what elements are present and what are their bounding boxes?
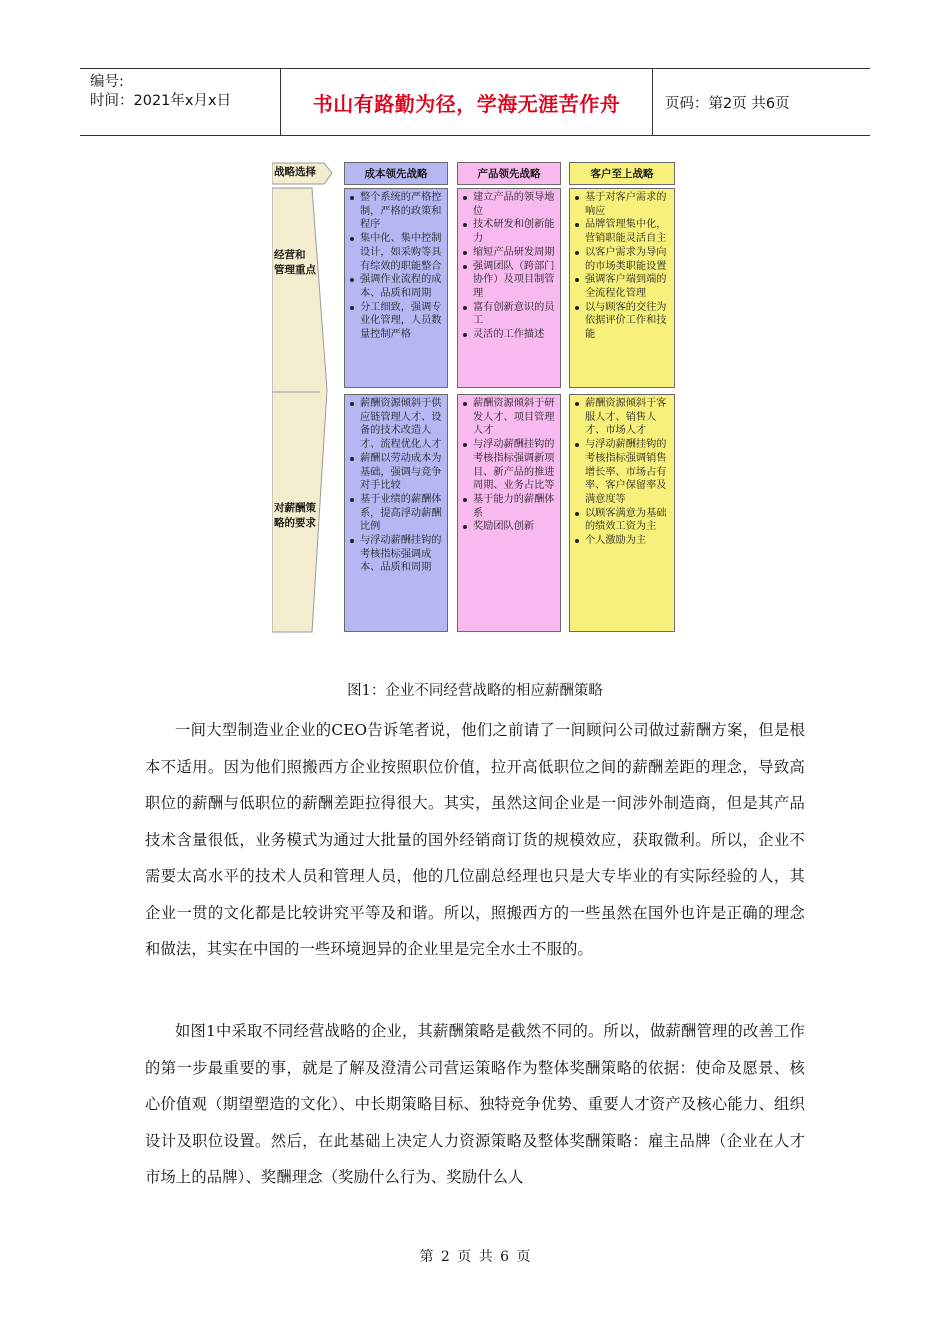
list-item: 富有创新意识的员工 [462,301,557,328]
list-item: 与浮动薪酬挂钩的考核指标强调新项目、新产品的推进周期、业务占比等 [462,438,557,493]
list-item: 强调客户端到端的全流程化管理 [574,273,671,300]
list-item: 基于能力的薪酬体系 [462,493,557,520]
body-paragraph-1: 一间大型制造业企业的CEO告诉笔者说，他们之前请了一间顾问公司做过薪酬方案，但是根本不适用。因为他们照搬西方企业按照职位价值，拉开高低职位之间的薪酬差距的理念，导致高职位的薪酬与低职位的薪酬差距拉得很大。其实，虽然这间企业是一间涉外制造商，但是其产品技术含量很低，业务模式为通过大批量的国外经销商订货的规模效应，获取微利。所以，企业不需要太高水平的技术人员和管理人员，他的几位副总经理也只是大专毕业的有实际经验的人，其企业一贯的文化都是比较讲究平等及和谐。所以，照搬西方的一些虽然在国外也许是正确的理念和做法，其实在中国的一些环境迥异的企业里是完全水土不服的。 [145,721,805,958]
list-item: 整个系统的严格控制，严格的政策和程序 [349,191,444,232]
list-item: 以顾客满意为基础的绩效工资为主 [574,507,671,534]
list-item: 个人激励为主 [574,534,671,548]
body-paragraph-2: 如图1中采取不同经营战略的企业，其薪酬策略是截然不同的。所以，做薪酬管理的改善工作的第一步最重要的事，就是了解及澄清公司营运策略作为整体奖酬策略的依据：使命及愿景、核心价值观（期望塑造的文化）、中长期策略目标、独特竞争优势、重要人才资产及核心能力、组织设计及职位设置。然后，在此基础上决定人力资源策略及整体奖酬策略：雇主品牌（企业在人才市场上的品牌）、奖酬理念（奖励什么行为、奖励什么人 [145,1022,805,1186]
list-item: 建立产品的领导地位 [462,191,557,218]
list-item: 与浮动薪酬挂钩的考核指标强调销售增长率、市场占有率、客户保留率及满意度等 [574,438,671,507]
list-item: 薪酬资源倾斜于客服人才、销售人才、市场人才 [574,397,671,438]
list-item: 灵活的工作描述 [462,328,557,342]
list-item: 缩短产品研发周期 [462,246,557,260]
list-item: 薪酬以劳动成本为基础，强调与竞争对手比较 [349,452,444,493]
list-item: 奖励团队创新 [462,520,557,534]
list-item: 薪酬资源倾斜于供应链管理人才、设备的技术改造人才、流程优化人才 [349,397,444,452]
list-item: 与浮动薪酬挂钩的考核指标强调成本、品质和周期 [349,534,444,575]
customer-management-box [569,188,675,388]
page-header [80,68,870,136]
cost-management-box [344,188,448,388]
figure-caption: 图1：企业不同经营战略的相应薪酬策略 [347,683,603,699]
header-meta [80,69,281,135]
cost-pay-box [344,394,448,632]
list-item: 基于业绩的薪酬体系，提高浮动薪酬比例 [349,493,444,534]
strategy-pay-figure [272,158,682,634]
list-item: 强调作业流程的成本、品质和周期 [349,273,444,300]
column-header-cost: 成本领先战略 [344,162,448,185]
list-item: 品牌管理集中化，营销职能灵活自主 [574,218,671,245]
column-header-product: 产品领先战略 [457,162,561,185]
list-item: 强调团队（跨部门协作）及项目制管理 [462,260,557,301]
header-page-number: 页码：第2页 共6页 [665,95,790,112]
customer-pay-box [569,394,675,632]
header-motto: 书山有路勤为径，学海无涯苦作舟 [281,69,653,135]
strategy-choice-label: 战略选择 [274,166,316,178]
list-item: 以客户需求为导向的市场类职能设置 [574,246,671,273]
product-management-box [457,188,561,388]
list-item: 基于对客户需求的响应 [574,191,671,218]
page-footer: 第 2 页 共 6 页 [419,1249,531,1265]
management-row-label: 经营和 管理重点 [274,249,316,276]
list-item: 技术研发和创新能力 [462,218,557,245]
product-pay-box [457,394,561,632]
document-number-label: 编号: [90,74,124,90]
list-item: 集中化、集中控制设计，如采购等具有综效的职能整合 [349,232,444,273]
pay-row-label: 对薪酬策 略的要求 [274,502,316,529]
list-item: 薪酬资源倾斜于研发人才、项目管理人才 [462,397,557,438]
list-item: 分工细致，强调专业化管理，人员数量控制严格 [349,301,444,342]
column-header-customer: 客户至上战略 [569,162,675,185]
document-date: 时间：2021年x月x日 [90,93,232,109]
list-item: 以与顾客的交往为依据评价工作和技能 [574,301,671,342]
